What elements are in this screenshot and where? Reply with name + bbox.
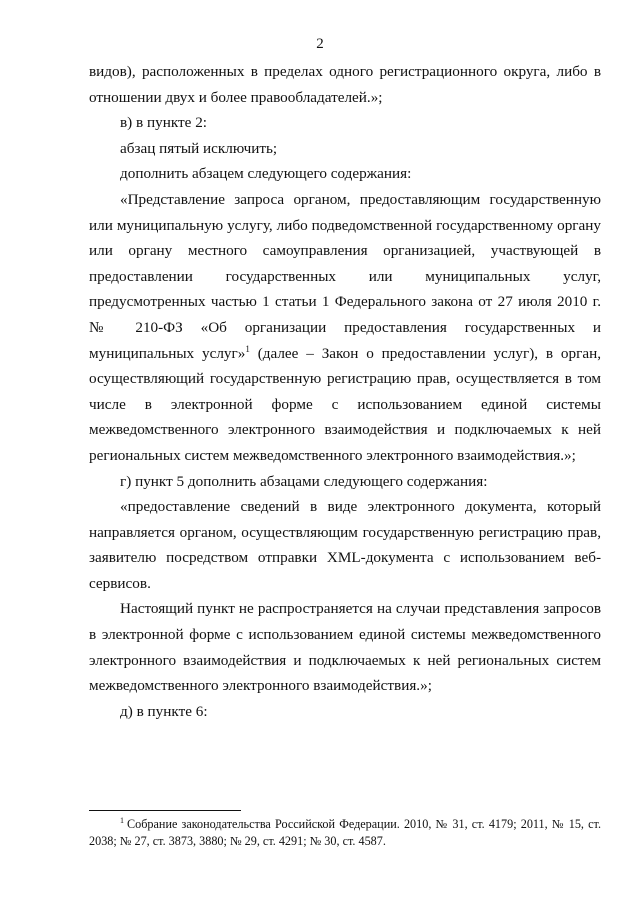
paragraph-exclusion: Настоящий пункт не распространяется на случаи представления запросов в электронной форме с использованием единой системы межведомственного электронного взаимодействия и подключаемых к ней региональных систем межведомственного электронного взаимодействия.»; xyxy=(89,600,601,695)
paragraph-continuation: видов), расположенных в пределах одного регистрационного округа, либо в отношении двух и более правообладателей.»; xyxy=(89,63,601,106)
paragraph-item-d: д) в пункте 6: xyxy=(120,702,208,720)
document-body xyxy=(89,59,601,724)
page-number: 2 xyxy=(316,36,324,52)
footnote-marker: 1 xyxy=(120,815,124,825)
paragraph-add-instruction: дополнить абзацем следующего содержания: xyxy=(120,165,412,183)
paragraph-delete-instruction: абзац пятый исключить; xyxy=(120,139,278,157)
paragraph-item-g: г) пункт 5 дополнить абзацами следующего содержания: xyxy=(120,472,488,490)
quoted-text-body: «Представление запроса органом, предоставляющим государственную или муниципальную услугу, либо подведомственной государственному органу или органу местного самоуправления организацией, участвующей в предоставлении государственных или муниципальных услуг, предусмотренных частью 1 статьи 1 Федерального закона от 27 июля 2010 г. № 210-ФЗ «Об организации предоставления государственных и муниципальных услуг» xyxy=(89,190,601,362)
footnote-reference: 1 xyxy=(245,343,250,354)
footnote-text: Собрание законодательства Российской Федерации. 2010, № 31, ст. 4179; 2011, № 15, ст. 2038; № 27, ст. 3873, 3880; № 29, ст. 4291; № 30, ст. 4587. xyxy=(89,817,601,848)
footnote-divider xyxy=(89,810,241,811)
quoted-text-continuation: (далее – Закон о предоставлении услуг), в орган, осуществляющий государственную регистрацию прав, осуществляется в том числе в электронной форме с использованием единой системы межведомственного электронного взаимодействия и подключаемых к ней региональных систем межведомственного электронного взаимодействия.»; xyxy=(89,344,601,464)
footnote xyxy=(89,816,601,850)
paragraph-electronic-document: «предоставление сведений в виде электронного документа, который направляется органом, осуществляющим государственную регистрацию прав, заявителю посредством отправки XML-документа с использованием веб-сервисов. xyxy=(89,498,601,592)
paragraph-item-v: в) в пункте 2: xyxy=(120,114,208,132)
paragraph-quoted-text xyxy=(89,187,601,469)
